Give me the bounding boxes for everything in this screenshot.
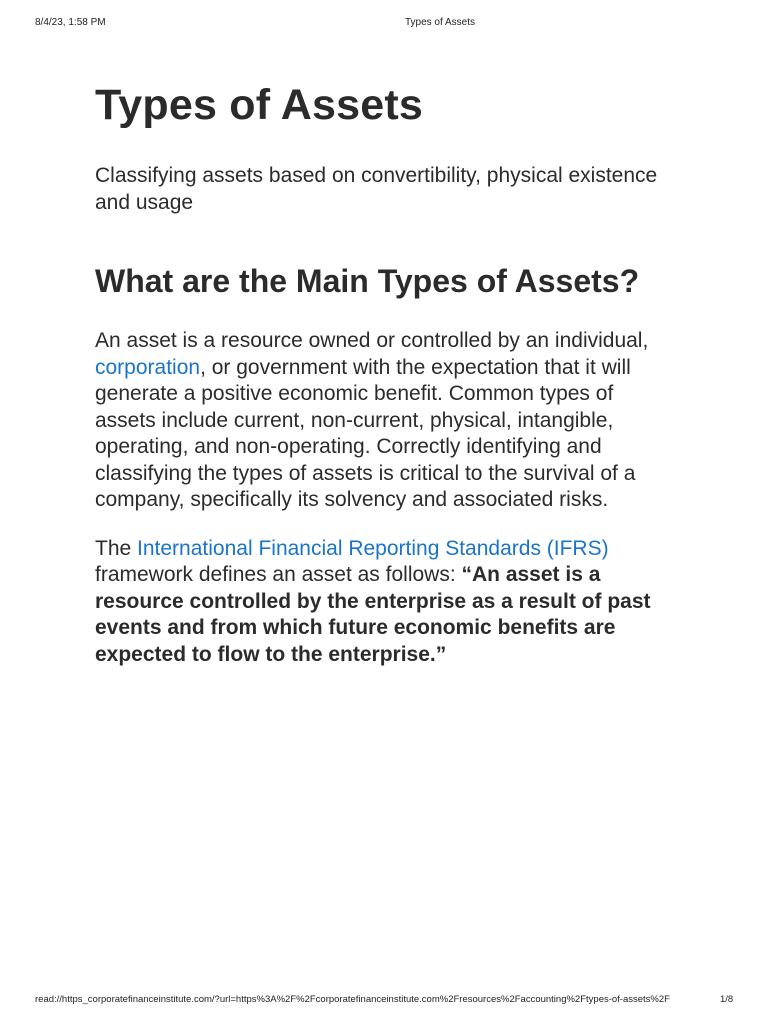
section-heading: What are the Main Types of Assets? [95, 263, 640, 299]
print-page-title: Types of Assets [404, 17, 476, 28]
page-title: Types of Assets [95, 81, 423, 129]
paragraph-text: framework defines an asset as follows: [95, 563, 462, 586]
paragraph-asset-definition [95, 328, 675, 514]
print-datetime: 8/4/23, 1:58 PM [35, 17, 106, 28]
article [95, 78, 675, 668]
print-header [0, 17, 768, 31]
paragraph-text: , or government with the expectation that it will generate a positive economic benefit. Common types of assets include current, non-current, physical, intangible, operating, and non-operating. Correctly identifying and classifying the types of assets is critical to the survival of a company, specifically its solvency and associated risks. [95, 355, 636, 511]
paragraph-text: An asset is a resource owned or controlled by an individual, [95, 329, 649, 352]
print-source-url: read://https_corporatefinanceinstitute.com/?url=https%3A%2F%2Fcorporatefinanceinstitute.com%2Fresources%2Faccounting%2Ftypes-of-assets%2F [35, 994, 670, 1005]
print-footer [0, 994, 768, 1008]
ifrs-link[interactable]: International Financial Reporting Standards (IFRS) [137, 536, 609, 560]
paragraph-text: The [95, 536, 138, 560]
ifrs-quote: “An asset is a resource controlled by the enterprise as a result of past events and from which future economic benefits are expected to flow to the enterprise.” [95, 563, 651, 666]
paragraph-ifrs-definition [95, 536, 675, 669]
corporation-link[interactable]: corporation [95, 355, 201, 379]
page-subtitle: Classifying assets based on convertibility, physical existence and usage [95, 164, 658, 214]
page-indicator: 1/8 [720, 994, 734, 1005]
